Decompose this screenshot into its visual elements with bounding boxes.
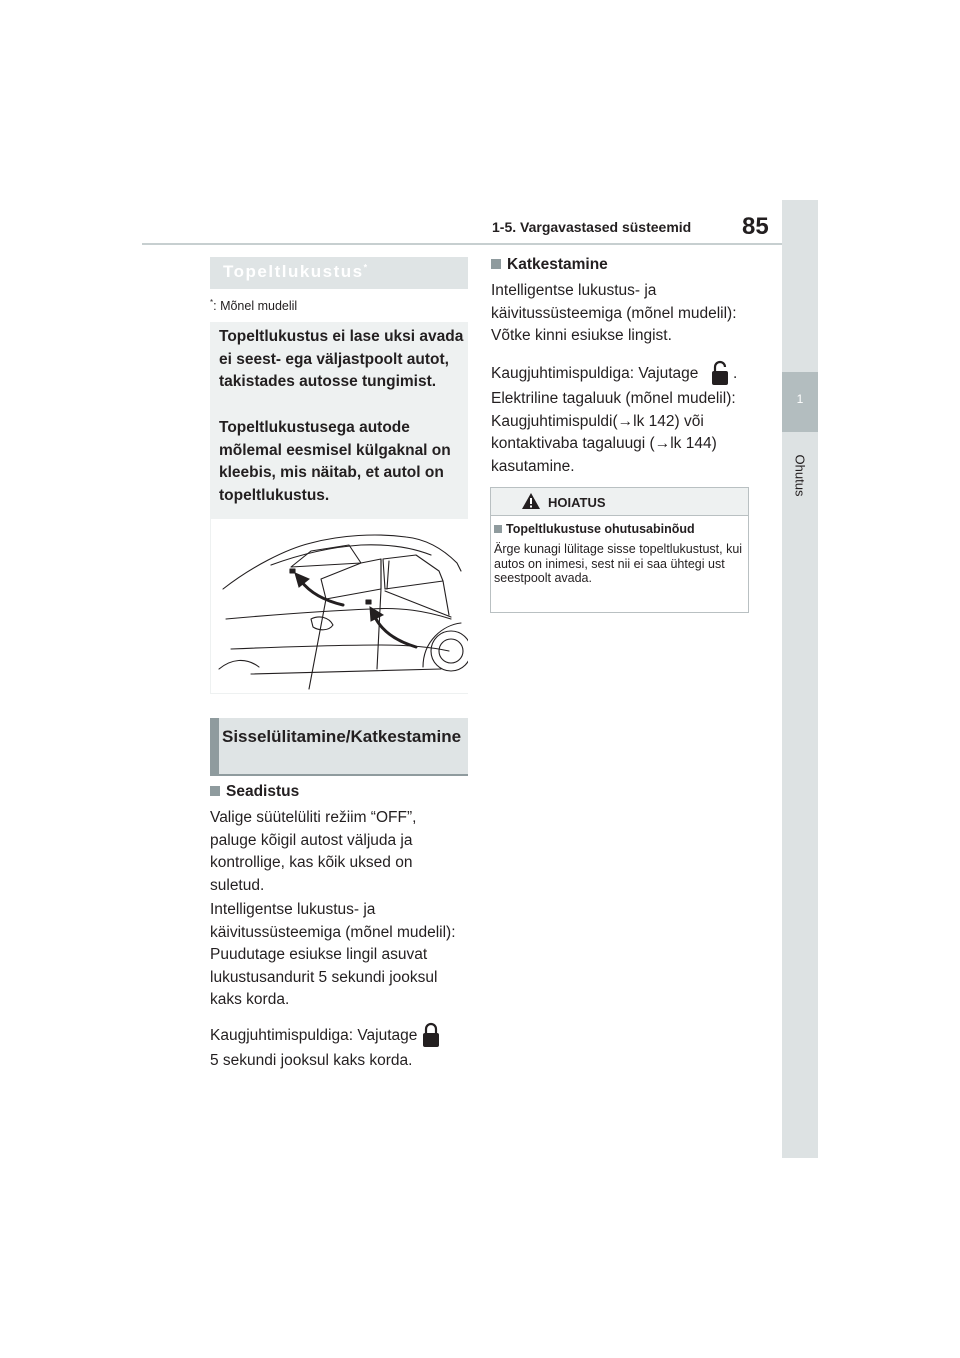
section-header: 1-5. Vargavastased süsteemid <box>492 219 692 235</box>
car-illustration <box>211 519 468 693</box>
warning-triangle-icon <box>521 492 541 515</box>
chapter-tab <box>782 200 818 1158</box>
bullet-square-icon <box>494 525 502 533</box>
heading-seadistus: Seadistus <box>210 783 299 801</box>
chapter-number: 1 <box>796 392 804 406</box>
bullet-square-icon <box>491 259 501 269</box>
chapter-name: Ohutus <box>792 454 808 497</box>
warning-box <box>490 487 749 613</box>
seadistus-paragraph-3: Kaugjuhtimispuldiga: Vajutage <box>210 1022 470 1056</box>
header-rule <box>142 243 782 245</box>
katkestamine-paragraph-3: Elektriline tagaluuk (mõnel mudelil): Kaugjuhtimispuldi(→lk 142) või kontaktivaba tagaluugi (→lk 144) kasutamine. <box>491 390 736 475</box>
section-title-sisselulitamine: Sisselülitamine/Katkestamine <box>210 718 468 776</box>
warning-subtitle: Topeltlukustuse ohutusabinõud <box>494 522 695 536</box>
heading-katkestamine: Katkestamine <box>491 256 608 274</box>
car-side-window-sticker-illustration <box>211 519 468 693</box>
warning-title: HOIATUS <box>548 495 606 510</box>
katkestamine-paragraph-1: Intelligentse lukustus- ja käivitussüsteemiga (mõnel mudelil): Võtke kinni esiukse lingist. <box>491 282 737 344</box>
intro-paragraph-1: Topeltlukustus ei lase uksi avada ei seest- ega väljastpoolt autot, takistades autosse tungimist. <box>219 328 464 390</box>
page-number: 85 <box>742 213 769 240</box>
warning-header <box>491 488 748 516</box>
seadistus-paragraph-1: Valige süütelüliti režiim “OFF”, paluge kõigil autost väljuda ja kontrollige, kas kõik uksed on suletud. <box>210 809 417 894</box>
footnote: *: Mõnel mudelil <box>210 298 298 314</box>
seadistus-paragraph-4: 5 sekundi jooksul kaks korda. <box>210 1052 413 1069</box>
bullet-square-icon <box>210 786 220 796</box>
section-title-topeltlukustus: Topeltlukustus* <box>210 257 468 289</box>
warning-text: Ärge kunagi lülitage sisse topeltlukustust, kui autos on inimesi, sest nii ei saa ühtegi ust seestpoolt avada. <box>494 542 743 585</box>
katkestamine-paragraph-2: Kaugjuhtimispuldiga: Vajutage . <box>491 360 751 394</box>
seadistus-paragraph-2: Intelligentse lukustus- ja käivitussüsteemiga (mõnel mudelil): Puudutage esiukse lingil asuvat lukustusandurit 5 sekundi jooksul kaks korda. <box>210 901 456 1008</box>
intro-paragraph-2: Topeltlukustusega autode mõlemal eesmisel külgaknal on kleebis, mis näitab, et autol on topeltlukustus. <box>219 419 451 504</box>
